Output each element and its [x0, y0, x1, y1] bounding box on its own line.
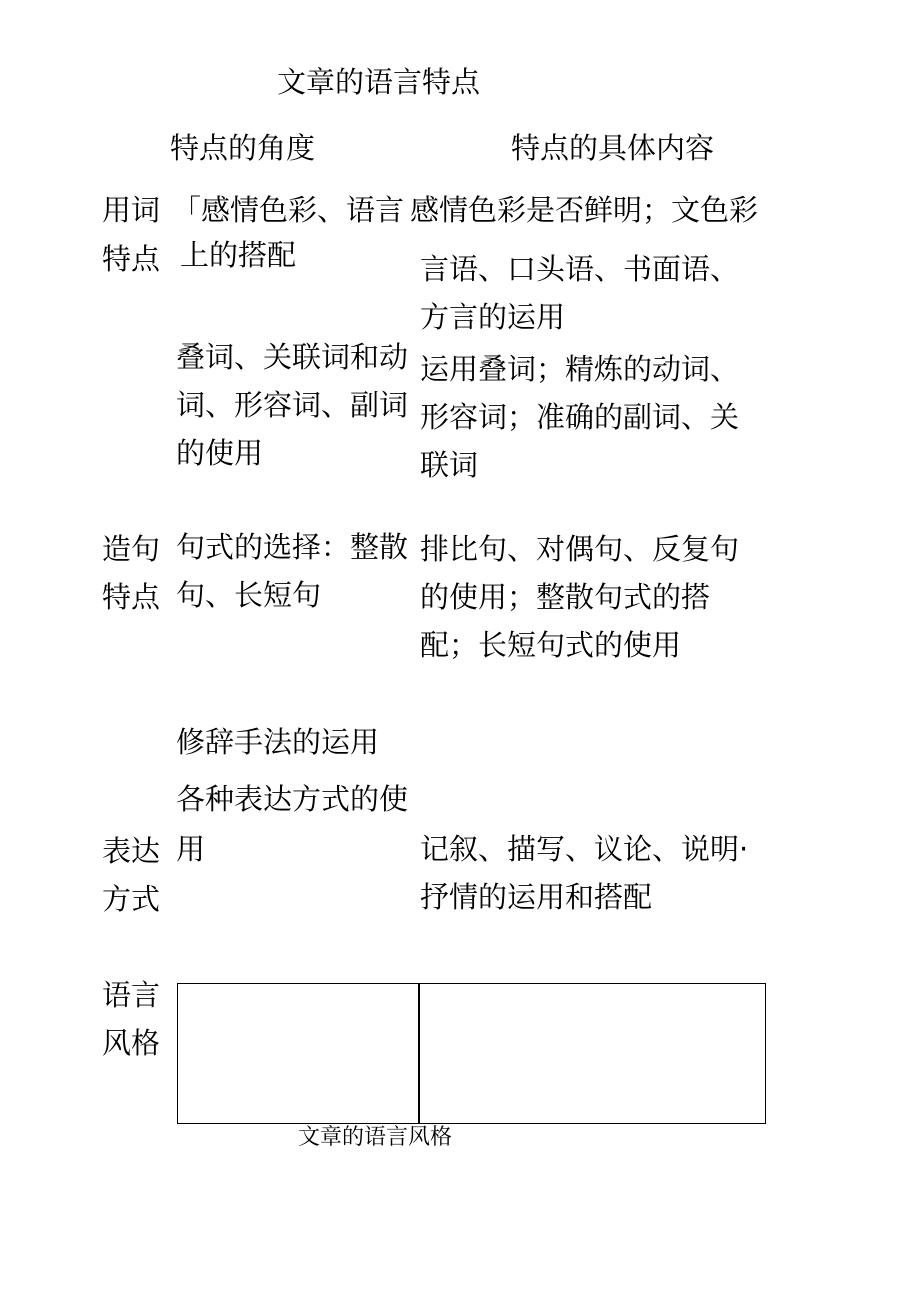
sentence-category-line1: 造句: [102, 532, 161, 566]
document-title: 文章的语言特点: [277, 65, 481, 99]
sentence-content-line1: 排比句、对偶句、反复句: [420, 532, 740, 566]
wording-item2-content-line2: 形容词；准确的副词、关: [420, 400, 740, 434]
wording-category-line2: 特点: [102, 242, 161, 276]
expression-angle-line1: 各种表达方式的使: [176, 782, 409, 816]
expression-content-line1: 记叙、描写、议论、说明·: [420, 832, 749, 866]
wording-item2-angle-line2: 词、形容词、副词: [176, 388, 409, 422]
expression-angle-line2: 用: [176, 832, 206, 866]
header-content: 特点的具体内容: [511, 131, 715, 165]
sentence-content-line3: 配；长短句式的使用: [420, 628, 682, 662]
style-caption: 文章的语言风格: [298, 1125, 453, 1150]
wording-category-line1: 用词: [102, 193, 161, 227]
wording-item1-content-line2: 言语、口头语、书面语、: [420, 252, 740, 286]
style-category-line1: 语言: [102, 978, 161, 1012]
sentence-angle-line2: 句、长短句: [176, 578, 322, 612]
wording-item1-angle-line2: 上的搭配: [180, 238, 297, 272]
style-category-line2: 风格: [102, 1026, 161, 1060]
style-table-box: [177, 983, 766, 1124]
wording-item2-content-line1: 运用叠词；精炼的动词、: [420, 352, 740, 386]
expression-category-line2: 方式: [102, 882, 161, 916]
wording-item2-content-line3: 联词: [420, 448, 479, 482]
sentence-content-line2: 的使用；整散句式的搭: [420, 580, 711, 614]
wording-item2-angle-line1: 叠词、关联词和动: [176, 340, 409, 374]
wording-item2-angle-line3: 的使用: [176, 436, 264, 470]
wording-item1-angle-line1: 「感情色彩、语言: [172, 193, 405, 227]
expression-content-line2: 抒情的运用和搭配: [420, 880, 653, 914]
wording-item1-content-line3: 方言的运用: [420, 300, 566, 334]
style-table-divider: [418, 983, 420, 1124]
wording-item1-content-line1: 感情色彩是否鲜明；文色彩: [410, 193, 759, 227]
sentence-angle-line1: 句式的选择：整散: [176, 530, 409, 564]
sentence-category-line2: 特点: [102, 580, 161, 614]
rhetoric-angle: 修辞手法的运用: [176, 725, 380, 759]
expression-category-line1: 表达: [102, 834, 161, 868]
header-angle: 特点的角度: [170, 131, 316, 165]
